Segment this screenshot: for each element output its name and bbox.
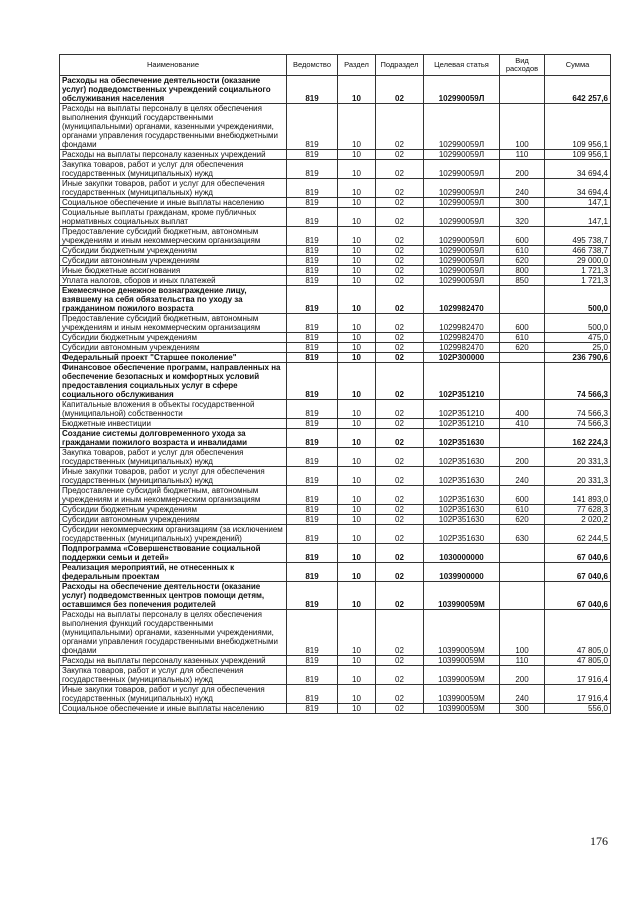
row-amount: 500,0 <box>545 286 611 314</box>
row-department: 819 <box>287 563 338 582</box>
row-department: 819 <box>287 286 338 314</box>
row-subsection: 02 <box>376 104 424 150</box>
row-expense-type: 850 <box>500 276 545 286</box>
row-expense-type: 320 <box>500 208 545 227</box>
row-department: 819 <box>287 666 338 685</box>
row-department: 819 <box>287 198 338 208</box>
row-name: Создание системы долговременного ухода за гражданами пожилого возраста и инвалидами <box>60 429 287 448</box>
row-subsection: 02 <box>376 610 424 656</box>
budget-table <box>59 54 611 714</box>
row-target-article: 103990059М <box>424 704 500 714</box>
row-section: 10 <box>338 505 376 515</box>
row-name: Закупка товаров, работ и услуг для обеспечения государственных (муниципальных) нужд <box>60 160 287 179</box>
row-expense-type: 610 <box>500 505 545 515</box>
row-subsection: 02 <box>376 333 424 343</box>
table-row <box>60 467 611 486</box>
row-amount: 162 224,3 <box>545 429 611 448</box>
table-row <box>60 525 611 544</box>
row-expense-type <box>500 544 545 563</box>
row-amount: 17 916,4 <box>545 685 611 704</box>
row-amount: 77 628,3 <box>545 505 611 515</box>
row-amount: 495 738,7 <box>545 227 611 246</box>
row-subsection: 02 <box>376 419 424 429</box>
row-target-article: 103990059М <box>424 582 500 610</box>
row-target-article: 102990059Л <box>424 276 500 286</box>
row-name: Федеральный проект "Старшее поколение" <box>60 353 287 363</box>
row-target-article: 102P351630 <box>424 525 500 544</box>
row-department: 819 <box>287 363 338 400</box>
row-expense-type: 100 <box>500 104 545 150</box>
table-row <box>60 666 611 685</box>
table-row <box>60 286 611 314</box>
row-department: 819 <box>287 314 338 333</box>
table-row <box>60 610 611 656</box>
row-section: 10 <box>338 150 376 160</box>
row-target-article: 102990059Л <box>424 198 500 208</box>
row-target-article: 102990059Л <box>424 179 500 198</box>
row-target-article: 102990059Л <box>424 256 500 266</box>
row-amount: 500,0 <box>545 314 611 333</box>
row-section: 10 <box>338 256 376 266</box>
row-department: 819 <box>287 333 338 343</box>
row-department: 819 <box>287 76 338 104</box>
table-row <box>60 208 611 227</box>
row-subsection: 02 <box>376 208 424 227</box>
row-subsection: 02 <box>376 505 424 515</box>
row-subsection: 02 <box>376 266 424 276</box>
table-header-row <box>60 55 611 76</box>
row-section: 10 <box>338 276 376 286</box>
row-section: 10 <box>338 419 376 429</box>
row-section: 10 <box>338 525 376 544</box>
row-amount: 147,1 <box>545 208 611 227</box>
row-target-article: 1029982470 <box>424 343 500 353</box>
row-section: 10 <box>338 486 376 505</box>
row-target-article: 102990059Л <box>424 246 500 256</box>
table-row <box>60 656 611 666</box>
row-subsection: 02 <box>376 343 424 353</box>
row-subsection: 02 <box>376 256 424 266</box>
row-name: Социальное обеспечение и иные выплаты населению <box>60 704 287 714</box>
row-subsection: 02 <box>376 314 424 333</box>
row-expense-type: 110 <box>500 150 545 160</box>
table-row <box>60 198 611 208</box>
row-name: Расходы на выплаты персоналу в целях обеспечения выполнения функций государственными (муниципальными) органами, казенными учреждениями, органами управления государственными внебюджетными фондами <box>60 610 287 656</box>
row-subsection: 02 <box>376 227 424 246</box>
row-section: 10 <box>338 198 376 208</box>
row-target-article: 103990059М <box>424 656 500 666</box>
row-department: 819 <box>287 104 338 150</box>
row-subsection: 02 <box>376 363 424 400</box>
row-expense-type: 630 <box>500 525 545 544</box>
table-row <box>60 104 611 150</box>
row-department: 819 <box>287 704 338 714</box>
row-expense-type: 600 <box>500 314 545 333</box>
row-section: 10 <box>338 666 376 685</box>
row-name: Иные закупки товаров, работ и услуг для обеспечения государственных (муниципальных) нужд <box>60 467 287 486</box>
header-subsection: Подраздел <box>376 55 424 76</box>
row-expense-type: 110 <box>500 656 545 666</box>
row-section: 10 <box>338 467 376 486</box>
row-name: Закупка товаров, работ и услуг для обеспечения государственных (муниципальных) нужд <box>60 448 287 467</box>
row-name: Субсидии бюджетным учреждениям <box>60 246 287 256</box>
row-name: Субсидии некоммерческим организациям (за исключением государственных (муниципальных) учреждений) <box>60 525 287 544</box>
row-name: Финансовое обеспечение программ, направленных на обеспечение безопасных и комфортных условий предоставления социальных услуг в сфере социального обслуживания <box>60 363 287 400</box>
row-name: Расходы на выплаты персоналу казенных учреждений <box>60 656 287 666</box>
row-target-article: 1030000000 <box>424 544 500 563</box>
row-amount: 74 566,3 <box>545 400 611 419</box>
table-row <box>60 563 611 582</box>
row-target-article: 102990059Л <box>424 150 500 160</box>
row-department: 819 <box>287 353 338 363</box>
row-expense-type: 600 <box>500 486 545 505</box>
row-expense-type <box>500 363 545 400</box>
row-name: Капитальные вложения в объекты государственной (муниципальной) собственности <box>60 400 287 419</box>
table-row <box>60 333 611 343</box>
row-subsection: 02 <box>376 448 424 467</box>
row-department: 819 <box>287 525 338 544</box>
row-target-article: 102990059Л <box>424 76 500 104</box>
row-subsection: 02 <box>376 160 424 179</box>
row-amount: 141 893,0 <box>545 486 611 505</box>
table-row <box>60 353 611 363</box>
row-expense-type: 300 <box>500 704 545 714</box>
row-subsection: 02 <box>376 704 424 714</box>
row-amount: 642 257,6 <box>545 76 611 104</box>
row-expense-type: 610 <box>500 246 545 256</box>
row-amount: 29 000,0 <box>545 256 611 266</box>
row-department: 819 <box>287 505 338 515</box>
row-subsection: 02 <box>376 467 424 486</box>
table-row <box>60 256 611 266</box>
row-subsection: 02 <box>376 76 424 104</box>
row-expense-type <box>500 76 545 104</box>
row-target-article: 103990059М <box>424 610 500 656</box>
row-department: 819 <box>287 419 338 429</box>
table-row <box>60 246 611 256</box>
row-target-article: 102990059Л <box>424 266 500 276</box>
row-section: 10 <box>338 286 376 314</box>
row-section: 10 <box>338 400 376 419</box>
row-section: 10 <box>338 333 376 343</box>
header-amount: Сумма <box>545 55 611 76</box>
row-name: Ежемесячное денежное вознаграждение лицу, взявшему на себя обязательства по уходу за гражданином пожилого возраста <box>60 286 287 314</box>
row-target-article: 1029982470 <box>424 314 500 333</box>
row-department: 819 <box>287 179 338 198</box>
row-section: 10 <box>338 582 376 610</box>
row-amount: 466 738,7 <box>545 246 611 256</box>
row-section: 10 <box>338 76 376 104</box>
row-target-article: 1029982470 <box>424 333 500 343</box>
row-department: 819 <box>287 685 338 704</box>
table-row <box>60 343 611 353</box>
table-row <box>60 150 611 160</box>
row-department: 819 <box>287 656 338 666</box>
row-section: 10 <box>338 343 376 353</box>
row-subsection: 02 <box>376 656 424 666</box>
table-row <box>60 160 611 179</box>
row-subsection: 02 <box>376 515 424 525</box>
row-department: 819 <box>287 266 338 276</box>
row-target-article: 103990059М <box>424 685 500 704</box>
row-expense-type <box>500 582 545 610</box>
row-amount: 17 916,4 <box>545 666 611 685</box>
row-section: 10 <box>338 266 376 276</box>
row-section: 10 <box>338 563 376 582</box>
row-amount: 109 956,1 <box>545 150 611 160</box>
table-row <box>60 704 611 714</box>
row-target-article: 102P351630 <box>424 467 500 486</box>
row-section: 10 <box>338 179 376 198</box>
row-section: 10 <box>338 544 376 563</box>
row-target-article: 102990059Л <box>424 104 500 150</box>
row-name: Подпрограмма «Совершенствование социальной поддержки семьи и детей» <box>60 544 287 563</box>
row-name: Иные закупки товаров, работ и услуг для обеспечения государственных (муниципальных) нужд <box>60 179 287 198</box>
table-row <box>60 276 611 286</box>
row-department: 819 <box>287 246 338 256</box>
row-name: Предоставление субсидий бюджетным, автономным учреждениям и иным некоммерческим организациям <box>60 314 287 333</box>
header-department: Ведомство <box>287 55 338 76</box>
row-section: 10 <box>338 610 376 656</box>
row-section: 10 <box>338 104 376 150</box>
row-amount: 2 020,2 <box>545 515 611 525</box>
row-department: 819 <box>287 256 338 266</box>
row-expense-type: 620 <box>500 343 545 353</box>
row-subsection: 02 <box>376 544 424 563</box>
row-target-article: 102P351210 <box>424 363 500 400</box>
row-amount: 1 721,3 <box>545 276 611 286</box>
row-expense-type: 200 <box>500 160 545 179</box>
row-department: 819 <box>287 467 338 486</box>
row-amount: 556,0 <box>545 704 611 714</box>
row-department: 819 <box>287 276 338 286</box>
table-row <box>60 685 611 704</box>
row-expense-type <box>500 429 545 448</box>
row-target-article: 1029982470 <box>424 286 500 314</box>
row-department: 819 <box>287 515 338 525</box>
row-section: 10 <box>338 246 376 256</box>
row-name: Субсидии автономным учреждениям <box>60 256 287 266</box>
row-name: Субсидии автономным учреждениям <box>60 343 287 353</box>
table-row <box>60 227 611 246</box>
table-row <box>60 400 611 419</box>
table-row <box>60 486 611 505</box>
row-section: 10 <box>338 363 376 400</box>
row-amount: 25,0 <box>545 343 611 353</box>
row-target-article: 1039900000 <box>424 563 500 582</box>
row-department: 819 <box>287 429 338 448</box>
row-section: 10 <box>338 429 376 448</box>
row-amount: 62 244,5 <box>545 525 611 544</box>
row-amount: 74 566,3 <box>545 363 611 400</box>
row-name: Субсидии бюджетным учреждениям <box>60 505 287 515</box>
row-target-article: 102P351630 <box>424 515 500 525</box>
header-name: Наименование <box>60 55 287 76</box>
row-amount: 475,0 <box>545 333 611 343</box>
row-department: 819 <box>287 343 338 353</box>
page-number: 176 <box>590 834 608 848</box>
row-subsection: 02 <box>376 563 424 582</box>
row-amount: 20 331,3 <box>545 467 611 486</box>
row-department: 819 <box>287 582 338 610</box>
row-subsection: 02 <box>376 179 424 198</box>
row-subsection: 02 <box>376 582 424 610</box>
row-name: Социальное обеспечение и иные выплаты населению <box>60 198 287 208</box>
table-row <box>60 363 611 400</box>
row-amount: 1 721,3 <box>545 266 611 276</box>
row-section: 10 <box>338 656 376 666</box>
row-expense-type <box>500 563 545 582</box>
row-expense-type: 400 <box>500 400 545 419</box>
header-section: Раздел <box>338 55 376 76</box>
row-expense-type: 200 <box>500 448 545 467</box>
row-target-article: 102P351630 <box>424 448 500 467</box>
row-expense-type: 240 <box>500 179 545 198</box>
row-name: Уплата налогов, сборов и иных платежей <box>60 276 287 286</box>
row-expense-type <box>500 353 545 363</box>
row-name: Иные закупки товаров, работ и услуг для обеспечения государственных (муниципальных) нужд <box>60 685 287 704</box>
row-amount: 34 694,4 <box>545 179 611 198</box>
row-target-article: 102P351210 <box>424 419 500 429</box>
row-amount: 236 790,6 <box>545 353 611 363</box>
row-section: 10 <box>338 704 376 714</box>
row-name: Социальные выплаты гражданам, кроме публичных нормативных социальных выплат <box>60 208 287 227</box>
row-subsection: 02 <box>376 353 424 363</box>
row-target-article: 102P351630 <box>424 505 500 515</box>
row-name: Бюджетные инвестиции <box>60 419 287 429</box>
row-department: 819 <box>287 227 338 246</box>
row-section: 10 <box>338 314 376 333</box>
table-row <box>60 429 611 448</box>
row-amount: 20 331,3 <box>545 448 611 467</box>
row-section: 10 <box>338 208 376 227</box>
row-subsection: 02 <box>376 150 424 160</box>
row-expense-type: 200 <box>500 666 545 685</box>
row-subsection: 02 <box>376 666 424 685</box>
row-department: 819 <box>287 448 338 467</box>
row-name: Расходы на обеспечение деятельности (оказание услуг) подведомственных центров помощи детям, оставшимся без попечения родителей <box>60 582 287 610</box>
row-department: 819 <box>287 208 338 227</box>
header-target-article: Целевая статья <box>424 55 500 76</box>
row-expense-type: 300 <box>500 198 545 208</box>
row-target-article: 102P351630 <box>424 429 500 448</box>
row-amount: 67 040,6 <box>545 563 611 582</box>
row-subsection: 02 <box>376 400 424 419</box>
row-subsection: 02 <box>376 246 424 256</box>
row-section: 10 <box>338 515 376 525</box>
row-section: 10 <box>338 448 376 467</box>
row-subsection: 02 <box>376 276 424 286</box>
row-name: Реализация мероприятий, не отнесенных к федеральным проектам <box>60 563 287 582</box>
row-department: 819 <box>287 400 338 419</box>
table-row <box>60 266 611 276</box>
row-section: 10 <box>338 685 376 704</box>
table-row <box>60 419 611 429</box>
row-subsection: 02 <box>376 486 424 505</box>
row-amount: 47 805,0 <box>545 656 611 666</box>
table-row <box>60 314 611 333</box>
row-amount: 74 566,3 <box>545 419 611 429</box>
table-row <box>60 76 611 104</box>
row-target-article: 103990059М <box>424 666 500 685</box>
row-expense-type: 620 <box>500 515 545 525</box>
row-department: 819 <box>287 150 338 160</box>
row-expense-type: 800 <box>500 266 545 276</box>
row-subsection: 02 <box>376 685 424 704</box>
table-row <box>60 515 611 525</box>
row-target-article: 102P351210 <box>424 400 500 419</box>
row-name: Расходы на выплаты персоналу в целях обеспечения выполнения функций государственными (муниципальными) органами, казенными учреждениями, органами управления государственными внебюджетными фондами <box>60 104 287 150</box>
row-section: 10 <box>338 227 376 246</box>
row-target-article: 102P351630 <box>424 486 500 505</box>
row-name: Расходы на обеспечение деятельности (оказание услуг) подведомственных учреждений социального обслуживания населения <box>60 76 287 104</box>
row-section: 10 <box>338 160 376 179</box>
row-expense-type <box>500 286 545 314</box>
table-row <box>60 544 611 563</box>
row-expense-type: 620 <box>500 256 545 266</box>
row-expense-type: 100 <box>500 610 545 656</box>
row-name: Субсидии автономным учреждениям <box>60 515 287 525</box>
row-amount: 34 694,4 <box>545 160 611 179</box>
row-name: Иные бюджетные ассигнования <box>60 266 287 276</box>
row-subsection: 02 <box>376 286 424 314</box>
row-amount: 147,1 <box>545 198 611 208</box>
table-row <box>60 582 611 610</box>
row-name: Предоставление субсидий бюджетным, автономным учреждениям и иным некоммерческим организациям <box>60 486 287 505</box>
row-expense-type: 240 <box>500 467 545 486</box>
row-subsection: 02 <box>376 429 424 448</box>
table-row <box>60 505 611 515</box>
row-department: 819 <box>287 486 338 505</box>
row-target-article: 102P300000 <box>424 353 500 363</box>
row-subsection: 02 <box>376 198 424 208</box>
row-target-article: 102990059Л <box>424 227 500 246</box>
row-expense-type: 410 <box>500 419 545 429</box>
row-department: 819 <box>287 610 338 656</box>
row-subsection: 02 <box>376 525 424 544</box>
row-name: Расходы на выплаты персоналу казенных учреждений <box>60 150 287 160</box>
row-amount: 67 040,6 <box>545 544 611 563</box>
row-expense-type: 610 <box>500 333 545 343</box>
table-row <box>60 179 611 198</box>
row-department: 819 <box>287 544 338 563</box>
row-amount: 47 805,0 <box>545 610 611 656</box>
row-target-article: 102990059Л <box>424 208 500 227</box>
row-name: Закупка товаров, работ и услуг для обеспечения государственных (муниципальных) нужд <box>60 666 287 685</box>
row-expense-type: 600 <box>500 227 545 246</box>
row-department: 819 <box>287 160 338 179</box>
table-row <box>60 448 611 467</box>
row-amount: 67 040,6 <box>545 582 611 610</box>
row-expense-type: 240 <box>500 685 545 704</box>
row-target-article: 102990059Л <box>424 160 500 179</box>
row-name: Предоставление субсидий бюджетным, автономным учреждениям и иным некоммерческим организациям <box>60 227 287 246</box>
row-name: Субсидии бюджетным учреждениям <box>60 333 287 343</box>
row-amount: 109 956,1 <box>545 104 611 150</box>
row-section: 10 <box>338 353 376 363</box>
header-expense-type: Вид расходов <box>500 55 545 76</box>
